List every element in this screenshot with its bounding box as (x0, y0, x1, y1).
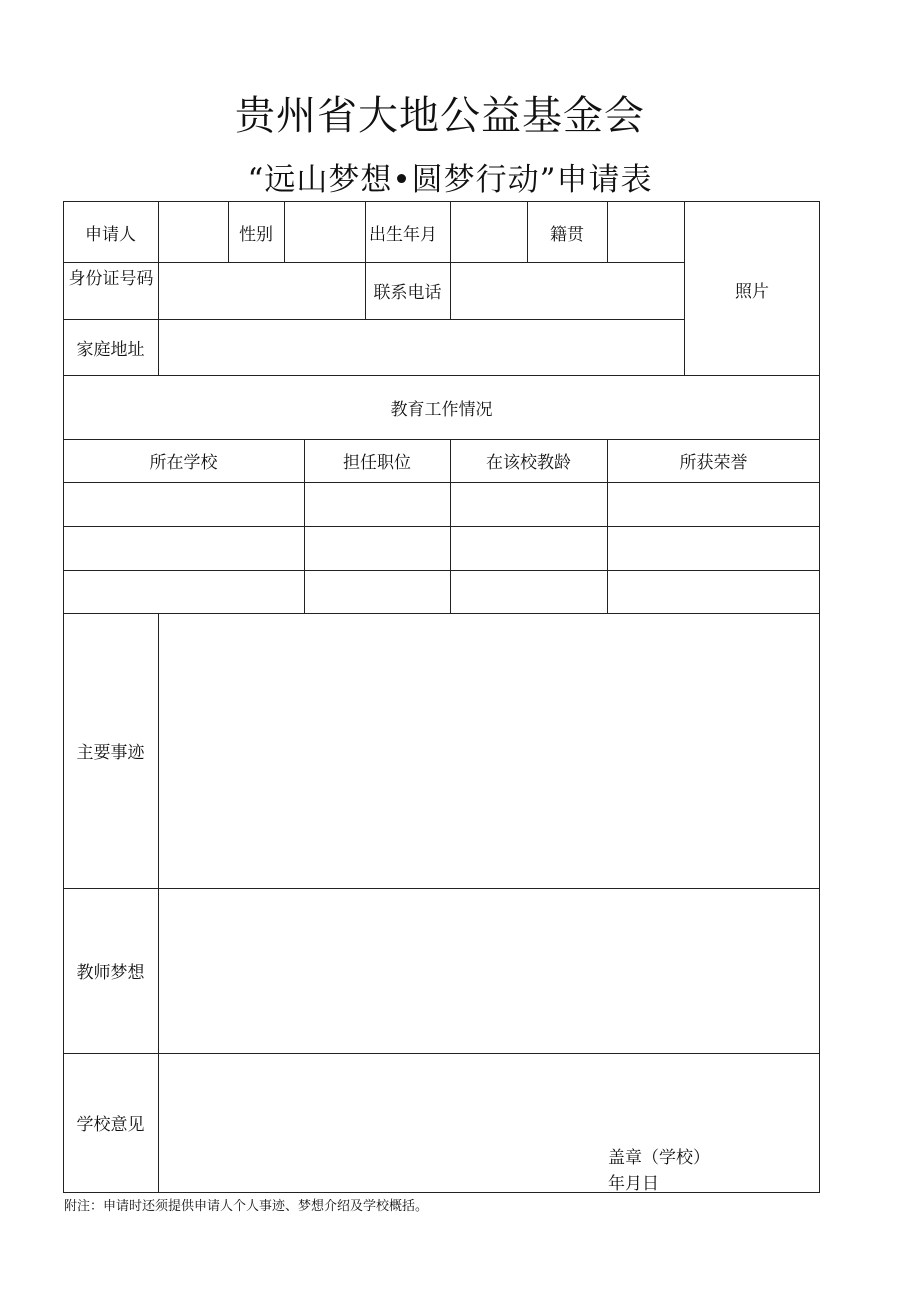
column-header-school: 所在学校 (149, 453, 218, 473)
school-opinion-field[interactable] (159, 1054, 819, 1192)
phone-label: 联系电话 (373, 283, 442, 303)
teacher-dream-label: 教师梦想 (76, 963, 145, 983)
phone-field[interactable] (451, 263, 684, 319)
form-subtitle: “远山梦想•圆梦行动”申请表 (247, 162, 653, 198)
main-deeds-field[interactable] (159, 614, 819, 888)
id-number-field[interactable] (159, 263, 365, 319)
table-row[interactable] (64, 483, 819, 526)
id-number-label: 身份证号码 (68, 268, 154, 289)
seal-label: 盖章（学校） (608, 1148, 710, 1168)
applicant-label: 申请人 (85, 224, 136, 245)
column-header-position: 担任职位 (343, 453, 411, 473)
column-header-teaching-years: 在该校教龄 (486, 453, 571, 473)
birth-label: 出生年月 (369, 224, 437, 245)
table-row[interactable] (64, 571, 819, 613)
form-title: 贵州省大地公益基金会 (235, 93, 645, 139)
main-deeds-label: 主要事迹 (76, 743, 145, 763)
footnote: 附注：申请时还须提供申请人个人事迹、梦想介绍及学校概括。 (64, 1199, 429, 1214)
applicant-field[interactable] (159, 202, 228, 262)
teacher-dream-field[interactable] (159, 889, 819, 1053)
gender-label: 性别 (239, 224, 273, 245)
photo-label[interactable]: 照片 (735, 281, 769, 302)
native-place-label: 籍贯 (550, 224, 584, 245)
native-place-field[interactable] (608, 202, 684, 262)
birth-field[interactable] (451, 202, 527, 262)
date-label: 年月日 (608, 1174, 659, 1194)
address-label: 家庭地址 (76, 339, 145, 360)
school-opinion-label: 学校意见 (76, 1115, 145, 1135)
education-section-heading: 教育工作情况 (390, 399, 493, 420)
address-field[interactable] (159, 320, 684, 375)
table-border-right (819, 201, 820, 1193)
column-header-honors: 所获荣誉 (679, 453, 748, 473)
table-border-bottom (63, 1192, 820, 1193)
gender-field[interactable] (285, 202, 365, 262)
table-row[interactable] (64, 527, 819, 570)
